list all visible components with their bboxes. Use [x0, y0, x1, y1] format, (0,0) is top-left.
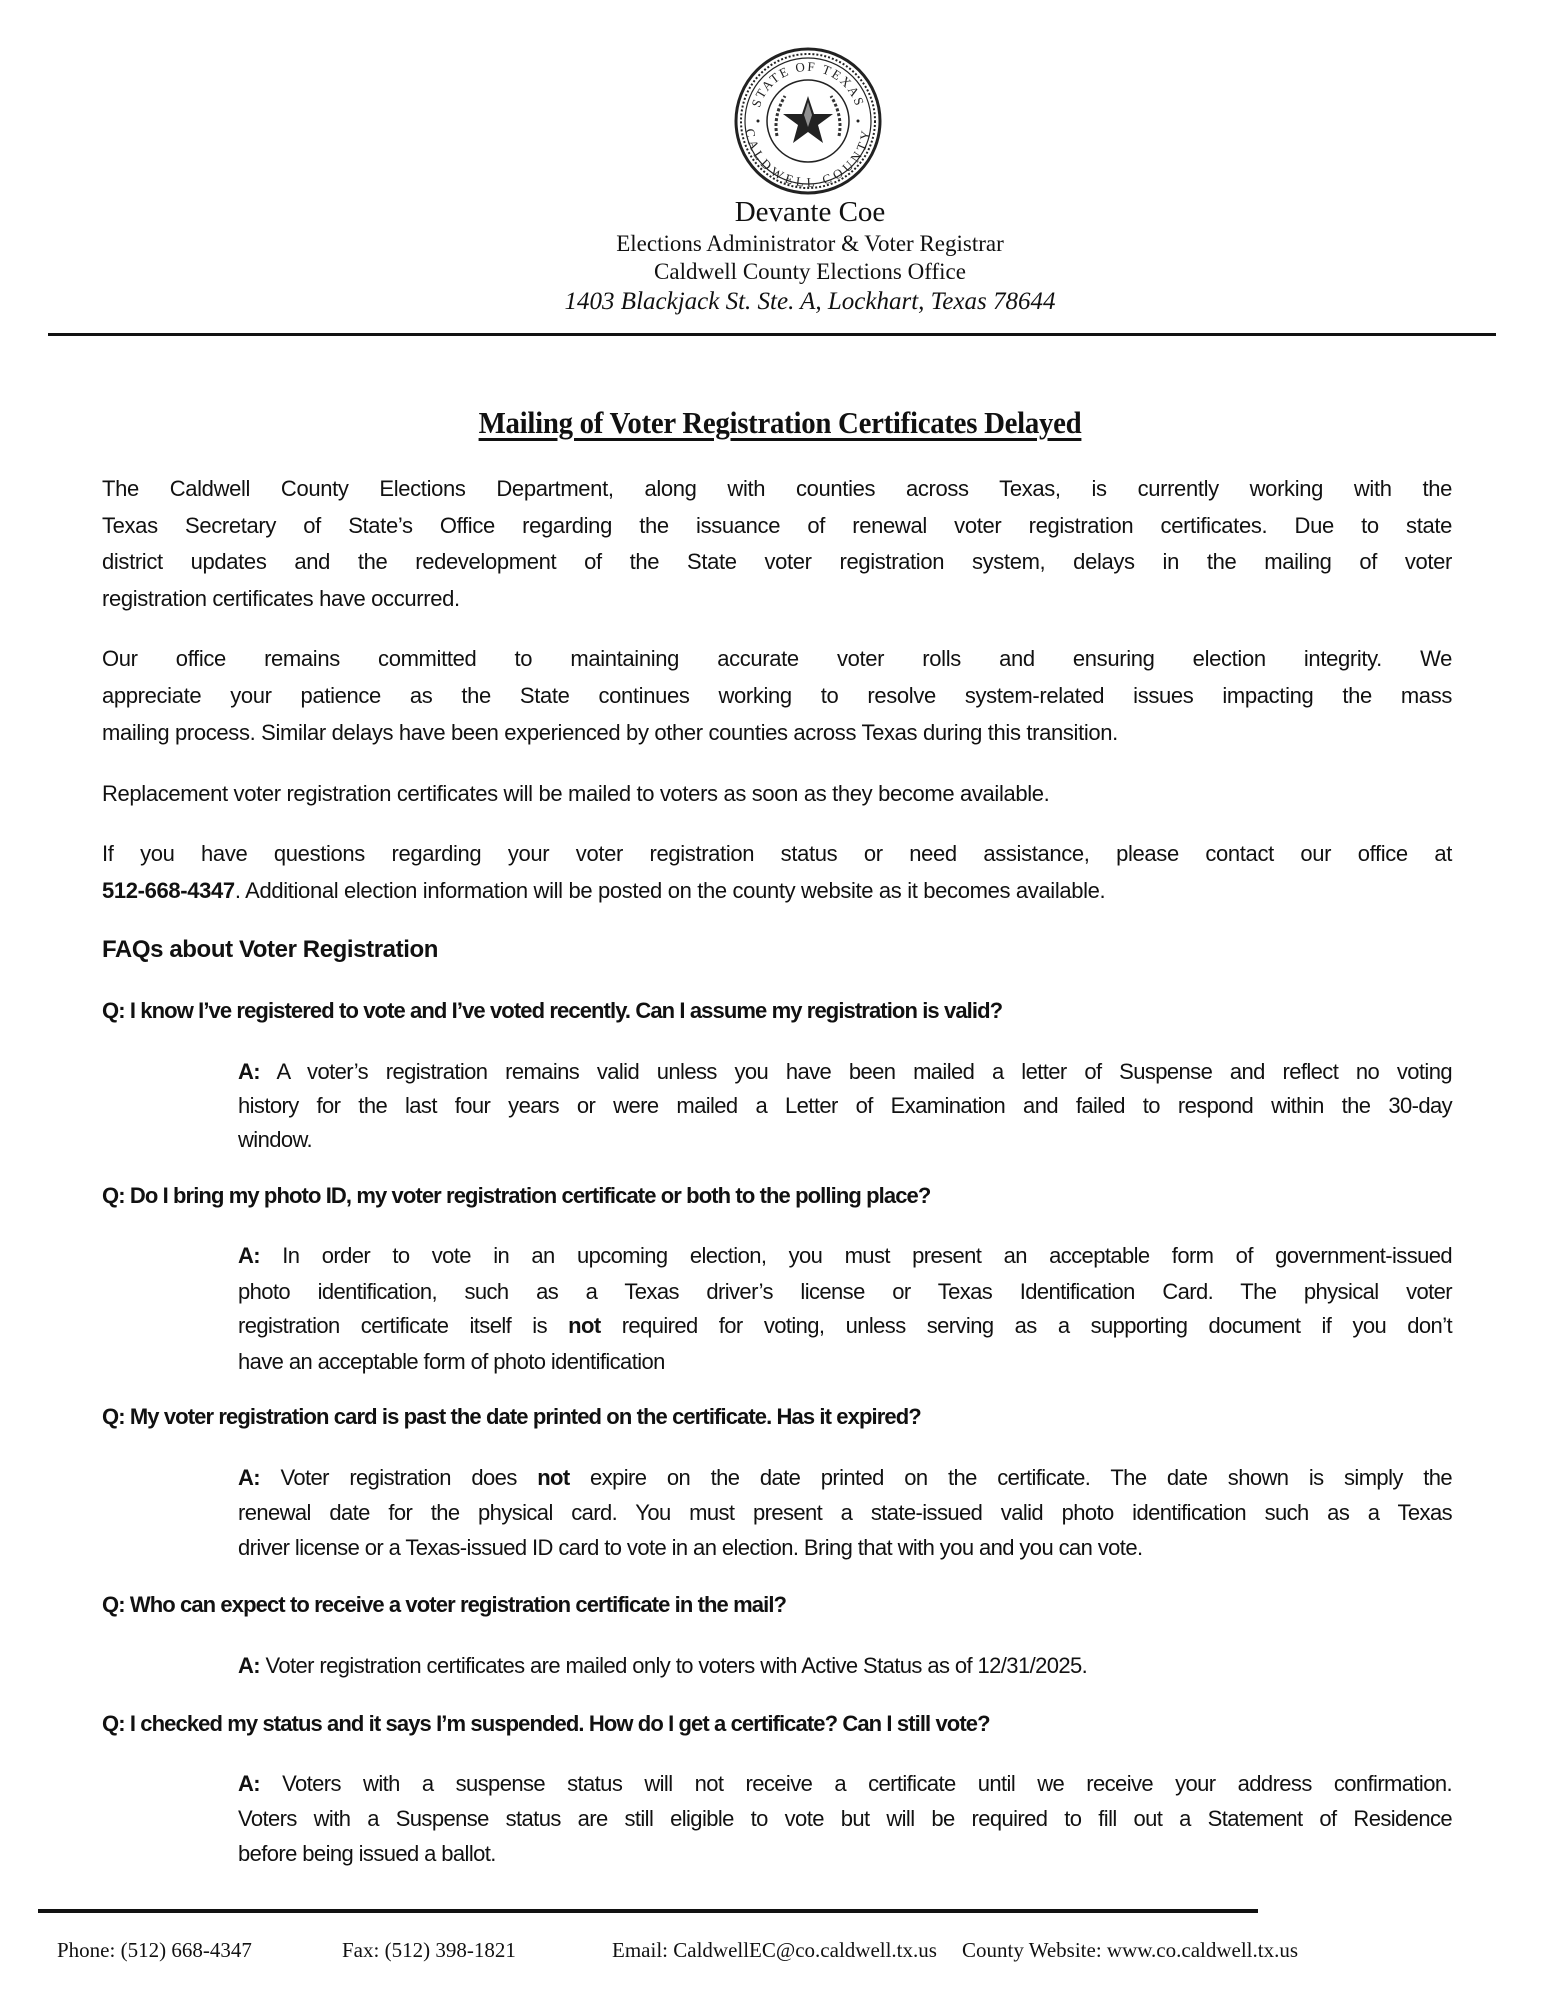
faq-answer-line: photo identification, such as a Texas driver’s license or Texas Identification Card. The physical voter	[238, 1279, 1452, 1304]
faq-answer-line: renewal date for the physical card. You must present a state-issued valid photo identification such as a Texas	[238, 1500, 1452, 1525]
faq-answer-line: A: In order to vote in an upcoming election, you must present an acceptable form of government-issued	[238, 1243, 1452, 1268]
paragraph-1-line: The Caldwell County Elections Department, along with counties across Texas, is currently working with the	[102, 476, 1452, 501]
footer-phone: Phone: (512) 668-4347	[57, 1938, 252, 1962]
paragraph-1-line: registration certificates have occurred.	[102, 586, 460, 611]
faq-answer-line: have an acceptable form of photo identification	[238, 1349, 665, 1374]
faq-question: Q: Who can expect to receive a voter registration certificate in the mail?	[102, 1592, 787, 1617]
document-title: Mailing of Voter Registration Certificates Delayed	[478, 405, 1082, 440]
faq-answer-line: registration certificate itself is not required for voting, unless serving as a supporting document if you don’t	[238, 1313, 1452, 1338]
faq-answer-line: driver license or a Texas-issued ID card to vote in an election. Bring that with you and you can vote.	[238, 1535, 1143, 1560]
administrator-name: Devante Coe	[734, 196, 886, 228]
faq-question: Q: Do I bring my photo ID, my voter registration certificate or both to the polling place?	[102, 1183, 931, 1208]
svg-text:STATE OF TEXAS: STATE OF TEXAS	[748, 58, 868, 110]
svg-text:CALDWELL COUNTY: CALDWELL COUNTY	[742, 127, 874, 190]
footer-website[interactable]: County Website: www.co.caldwell.tx.us	[962, 1938, 1299, 1962]
faq-question: Q: I checked my status and it says I’m suspended. How do I get a certificate? Can I still vote?	[102, 1711, 990, 1736]
faq-question: Q: My voter registration card is past the date printed on the certificate. Has it expired?	[102, 1404, 921, 1429]
answer-label: A:	[238, 1771, 261, 1796]
paragraph-1-line: Texas Secretary of State’s Office regarding the issuance of renewal voter registration certificates. Due to state	[102, 513, 1452, 538]
header-divider	[48, 333, 1496, 336]
paragraph-2-line: appreciate your patience as the State continues working to resolve system-related issues impacting the mass	[102, 683, 1452, 708]
faq-question: Q: I know I’ve registered to vote and I’ve voted recently. Can I assume my registration is valid?	[102, 998, 1003, 1023]
answer-label: A:	[238, 1059, 261, 1084]
faq-answer-line: Voters with a Suspense status are still eligible to vote but will be required to fill out a Statement of Residence	[238, 1806, 1452, 1831]
faq-answer-line: window.	[238, 1127, 313, 1152]
answer-label: A:	[238, 1243, 261, 1268]
footer-divider	[38, 1909, 1258, 1913]
footer-fax: Fax: (512) 398-1821	[342, 1938, 516, 1962]
administrator-title: Elections Administrator & Voter Registrar	[616, 231, 1004, 256]
office-address: 1403 Blackjack St. Ste. A, Lockhart, Texas 78644	[564, 288, 1056, 315]
paragraph-2-line: mailing process. Similar delays have been experienced by other counties across Texas during this transition.	[102, 720, 1118, 745]
faq-answer-line: before being issued a ballot.	[238, 1841, 496, 1866]
paragraph-1-line: district updates and the redevelopment of the State voter registration system, delays in the mailing of voter	[102, 549, 1452, 574]
faq-heading: FAQs about Voter Registration	[102, 936, 438, 963]
paragraph-4-line: If you have questions regarding your voter registration status or need assistance, please contact our office at	[102, 841, 1452, 866]
paragraph-2-line: Our office remains committed to maintaining accurate voter rolls and ensuring election integrity. We	[102, 646, 1452, 671]
faq-answer-line: A: Voter registration certificates are mailed only to voters with Active Status as of 12/31/2025.	[238, 1653, 1088, 1678]
faq-answer-line: history for the last four years or were mailed a Letter of Examination and failed to respond within the 30-day	[238, 1093, 1452, 1118]
office-name: Caldwell County Elections Office	[654, 259, 966, 284]
footer-email[interactable]: Email: CaldwellEC@co.caldwell.tx.us	[612, 1938, 937, 1962]
county-seal-icon	[733, 46, 883, 196]
office-phone-number: 512-668-4347	[102, 878, 235, 903]
paragraph-3-line: Replacement voter registration certificates will be mailed to voters as soon as they become available.	[102, 781, 1050, 806]
answer-label: A:	[238, 1653, 261, 1678]
answer-label: A:	[238, 1465, 261, 1490]
paragraph-4-line: 512-668-4347. Additional election information will be posted on the county website as it becomes available.	[102, 878, 1106, 903]
faq-answer-line: A: A voter’s registration remains valid unless you have been mailed a letter of Suspense and reflect no voting	[238, 1059, 1452, 1084]
faq-answer-line: A: Voter registration does not expire on the date printed on the certificate. The date shown is simply the	[238, 1465, 1452, 1490]
faq-answer-line: A: Voters with a suspense status will not receive a certificate until we receive your address confirmation.	[238, 1771, 1452, 1796]
